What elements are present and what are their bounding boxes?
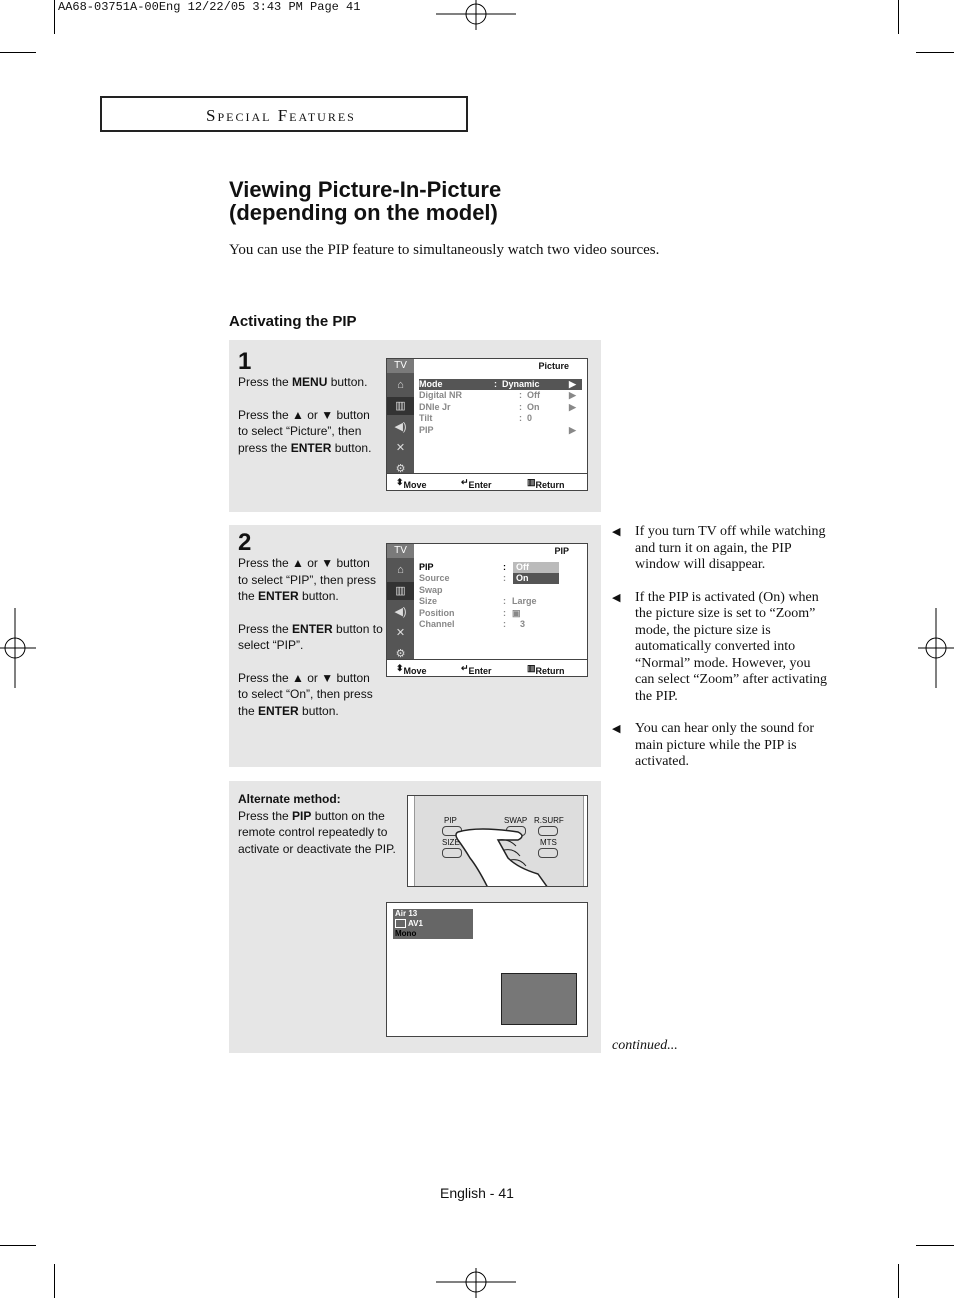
crop-mark: [916, 52, 954, 53]
notes-list: [612, 524, 832, 787]
osd-sidebar: TV ⌂ ▥ ◀) ✕ ⚙: [387, 359, 414, 474]
channel-info-box: Air 13 AV1 Mono: [393, 909, 473, 939]
osd-title: Picture: [538, 361, 569, 371]
osd-row-position[interactable]: Position : ▣: [419, 608, 521, 618]
picture-icon: ▥: [387, 397, 414, 415]
return-hint: ▥ Return: [527, 477, 565, 490]
osd-row-size[interactable]: Size : Large: [419, 596, 537, 606]
intro-text: You can use the PIP feature to simultaneously watch two video sources.: [229, 242, 660, 258]
pip-dropdown[interactable]: [513, 562, 559, 584]
note-item: ◀ You can hear only the sound for main picture while the PIP is activated.: [612, 721, 814, 769]
registration-mark-icon: [436, 1268, 516, 1298]
osd-row-pip[interactable]: PIP ▶: [419, 425, 576, 435]
osd-row-mode[interactable]: Mode : Dynamic ▶: [419, 379, 582, 390]
crop-mark: [0, 1245, 36, 1246]
osd-row-channel[interactable]: Channel : 3: [419, 619, 526, 629]
remote-label-swap: SWAP: [504, 816, 528, 825]
remote-label-pip: PIP: [444, 816, 457, 825]
step1-panel: [229, 340, 601, 512]
osd-row-digital-nr[interactable]: Digital NR : Off ▶: [419, 390, 576, 400]
position-icon: ▣: [512, 608, 521, 618]
step-number: 1: [238, 348, 252, 375]
crop-mark: [898, 1264, 899, 1298]
osd-footer: [387, 659, 587, 676]
step-number: 2: [238, 529, 252, 556]
osd-footer: [387, 473, 587, 490]
note-arrow-icon: ◀: [612, 526, 621, 538]
registration-mark-icon: [918, 608, 954, 688]
crop-mark: [54, 0, 55, 34]
section-label: Special Features: [206, 106, 356, 125]
page-title: Viewing Picture-In-Picture (depending on the model): [229, 177, 502, 225]
move-hint: ⬍ Move: [396, 663, 427, 676]
return-hint: ▥ Return: [527, 663, 565, 676]
note-item: ◀ If you turn TV off while watching and turn it on again, the PIP window will disappear.: [612, 524, 826, 572]
print-header: AA68-03751A-00Eng 12/22/05 3:43 PM Page 41: [58, 0, 361, 14]
osd-row-dnie[interactable]: DNIe Jr : On ▶: [419, 402, 576, 412]
tv-screen-illustration: [386, 902, 588, 1037]
sound-icon: ◀): [394, 606, 407, 618]
osd-sidebar: TV ⌂ ▥ ◀) ✕ ⚙: [387, 544, 414, 660]
section-label-box: [100, 96, 468, 132]
crop-mark: [916, 1245, 954, 1246]
subheading: Activating the PIP: [229, 313, 357, 330]
crop-mark: [898, 0, 899, 34]
osd-row-tilt[interactable]: Tilt : 0: [419, 413, 533, 423]
osd-title: PIP: [554, 546, 569, 556]
osd-row-swap[interactable]: Swap: [419, 585, 443, 595]
sound-icon: ◀): [394, 421, 407, 433]
channel-icon: ✕: [395, 627, 406, 639]
registration-mark-icon: [436, 0, 516, 30]
move-hint: ⬍ Move: [396, 477, 427, 490]
osd-row-source[interactable]: Source :: [419, 573, 506, 583]
pointing-hand-icon: [448, 818, 558, 887]
enter-hint: ↵ Enter: [461, 663, 492, 676]
setup-icon: ⚙: [395, 463, 406, 475]
pip-icon: [395, 919, 406, 928]
crop-mark: [54, 1264, 55, 1298]
step-instructions: Press the MENU button. Press the ▲ or ▼ button to select “Picture”, then press the ENTER button.: [238, 375, 372, 455]
dropdown-option-off[interactable]: Off: [513, 562, 559, 573]
step2-panel: [229, 525, 601, 767]
note-arrow-icon: ◀: [612, 591, 621, 604]
note-arrow-icon: ◀: [612, 723, 621, 735]
continued-text: continued...: [612, 1038, 678, 1053]
page-number: English - 41: [440, 1185, 514, 1201]
crop-mark: [0, 52, 36, 53]
registration-mark-icon: [0, 608, 36, 688]
step-instructions: Press the ▲ or ▼ button to select “PIP”, then press the ENTER button. Press the ENTER button to select “PIP”. Press the ▲ or ▼ button to select “On”, then press the ENTER button.: [238, 556, 383, 718]
osd-row-pip[interactable]: PIP :: [419, 562, 506, 572]
enter-hint: ↵ Enter: [461, 477, 492, 490]
remote-label-size: SIZE: [442, 838, 460, 847]
alternate-panel: [229, 781, 601, 1053]
channel-icon: ✕: [395, 442, 406, 454]
pip-menu-osd: [386, 543, 588, 677]
picture-icon: ▥: [387, 582, 414, 600]
alternate-instructions: Alternate method: Press the PIP button on the remote control repeatedly to activate or deactivate the PIP.: [238, 792, 396, 856]
pip-window: [501, 973, 577, 1025]
remote-label-mts: MTS: [540, 838, 557, 847]
setup-icon: ⚙: [395, 648, 406, 660]
input-icon: ⌂: [397, 564, 404, 576]
picture-menu-osd: [386, 358, 588, 491]
remote-label-rsurf: R.SURF: [534, 816, 564, 825]
input-icon: ⌂: [397, 379, 404, 391]
remote-illustration: [407, 795, 588, 887]
dropdown-option-on[interactable]: On: [513, 573, 559, 584]
note-item: ◀ If the PIP is activated (On) when the picture size is set to “Zoom” mode, the picture size is automatically converted into “Normal” mode. However, you can select “Zoom” after activating the PIP.: [612, 589, 828, 704]
